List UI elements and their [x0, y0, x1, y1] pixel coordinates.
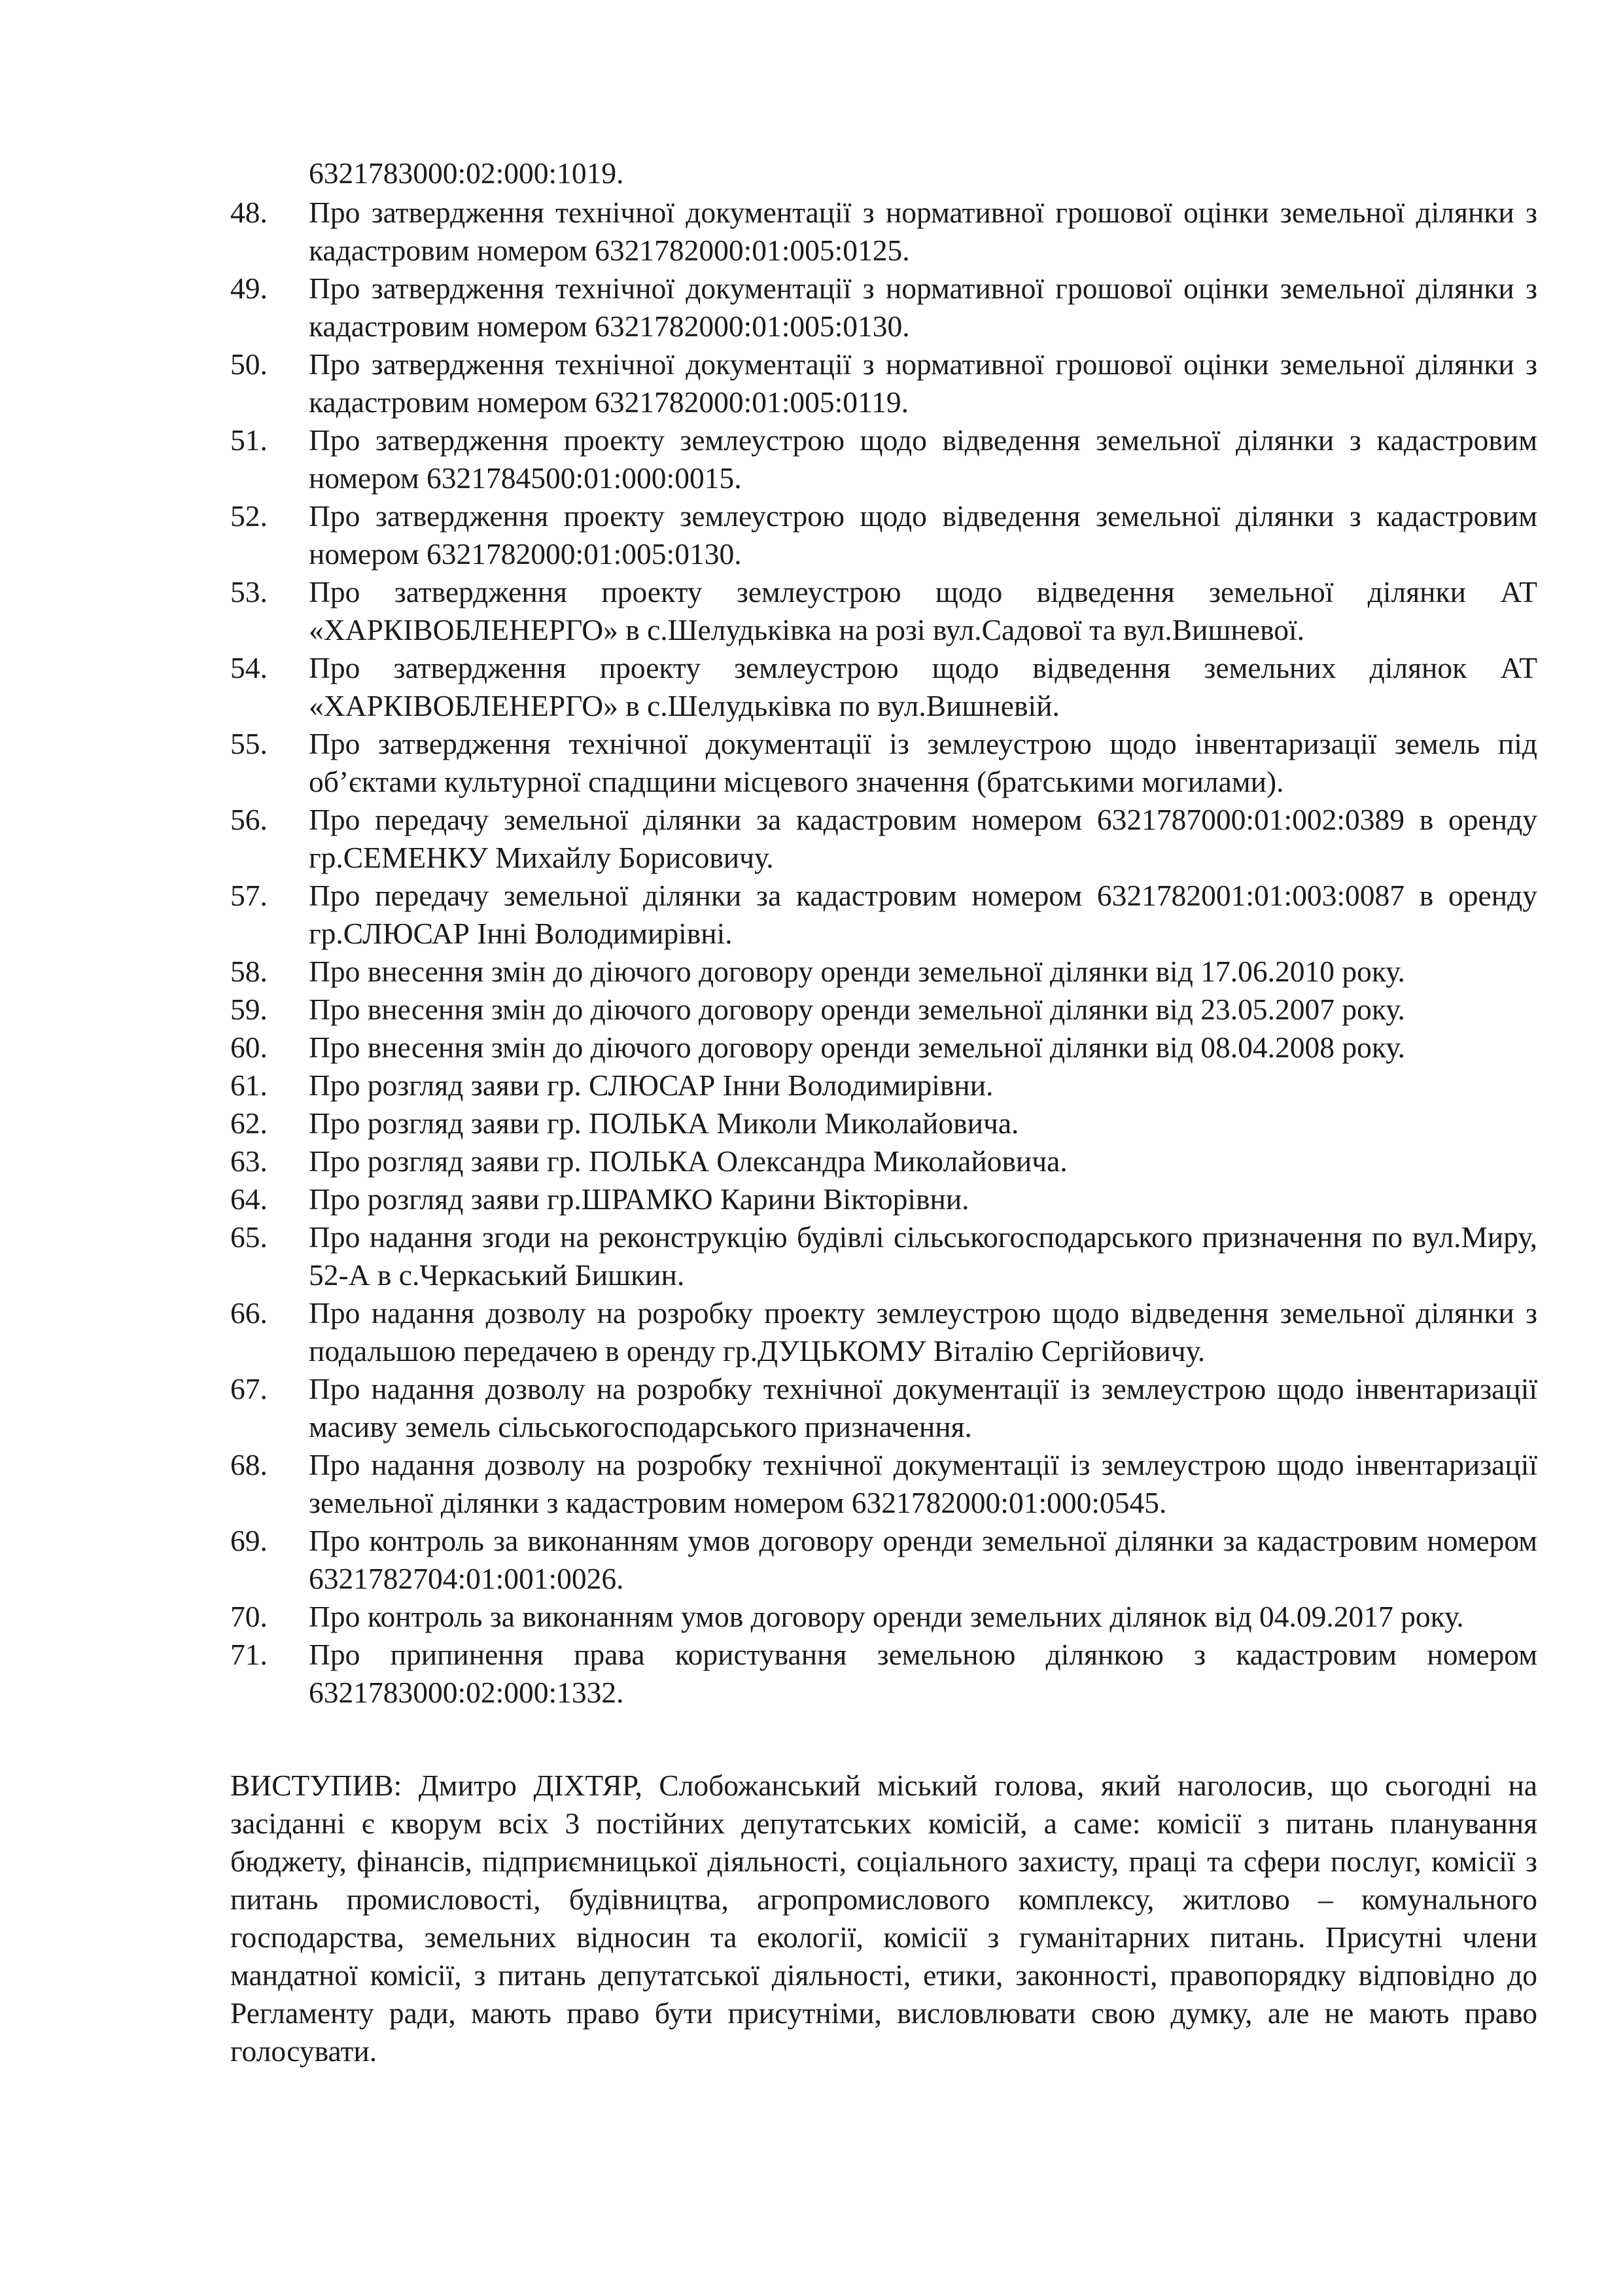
agenda-item [230, 1294, 1537, 1370]
agenda-item [230, 877, 1537, 953]
agenda-item [230, 1522, 1537, 1598]
agenda-item-text: Про затвердження проекту землеустрою щодо відведення земельної ділянки АТ «ХАРКІВОБЛЕНЕРГО» в с.Шелудьківка на розі вул.Садової та вул.Вишневої. [309, 575, 1537, 646]
agenda-item [230, 497, 1537, 573]
agenda-item-text: Про внесення змін до діючого договору оренди земельної ділянки від 17.06.2010 року. [309, 955, 1405, 988]
agenda-item-text: Про внесення змін до діючого договору оренди земельної ділянки від 08.04.2008 року. [309, 1031, 1405, 1064]
agenda-item-number: 61. [230, 1069, 268, 1102]
agenda-item-number: 67. [230, 1372, 268, 1405]
agenda-item-number: 60. [230, 1031, 268, 1064]
agenda-item [230, 573, 1537, 649]
agenda-item [230, 1370, 1537, 1446]
agenda-item-number: 64. [230, 1182, 268, 1216]
agenda-item [230, 1029, 1537, 1067]
agenda-item-number: 69. [230, 1524, 268, 1557]
agenda-item [230, 1446, 1537, 1522]
agenda-item-number: 57. [230, 879, 268, 912]
agenda-item-text: Про затвердження технічної документації з нормативної грошової оцінки земельної ділянки з кадастровим номером 6321782000:01:005:0125. [309, 196, 1537, 267]
agenda-item-continuation [230, 154, 1537, 192]
agenda-item-number: 50. [230, 347, 268, 381]
agenda-item-text: Про розгляд заяви гр. ПОЛЬКА Олександра Миколайовича. [309, 1144, 1068, 1178]
agenda-item [230, 1142, 1537, 1180]
agenda-item-number: 68. [230, 1448, 268, 1481]
agenda-item-text: Про затвердження технічної документації із землеустрою щодо інвентаризації земель під об’єктами культурної спадщини місцевого значення (братськими могилами). [309, 727, 1537, 798]
agenda-item [230, 345, 1537, 421]
agenda-item-number: 62. [230, 1106, 268, 1140]
agenda-list [230, 154, 1537, 1712]
agenda-item-text: Про затвердження проекту землеустрою щодо відведення земельних ділянок АТ «ХАРКІВОБЛЕНЕРГО» в с.Шелудьківка по вул.Вишневій. [309, 651, 1537, 722]
agenda-item-text: Про затвердження проекту землеустрою щодо відведення земельної ділянки з кадастровим номером 6321784500:01:000:0015. [309, 423, 1537, 495]
agenda-item [230, 1104, 1537, 1142]
agenda-item-number: 65. [230, 1220, 268, 1254]
agenda-item-text: Про розгляд заяви гр. СЛЮСАР Інни Володимирівни. [309, 1069, 994, 1102]
agenda-item-text: Про надання дозволу на розробку технічної документації із землеустрою щодо інвентаризації земельної ділянки з кадастровим номером 6321782000:01:000:0545. [309, 1448, 1537, 1519]
agenda-item-number: 48. [230, 196, 268, 229]
agenda-item-text: Про затвердження технічної документації з нормативної грошової оцінки земельної ділянки з кадастровим номером 6321782000:01:005:0119. [309, 347, 1537, 419]
agenda-item-text: Про надання згоди на реконструкцію будівлі сільськогосподарського призначення по вул.Миру, 52-А в с.Черкаський Бишкин. [309, 1220, 1537, 1292]
agenda-item-text: Про контроль за виконанням умов договору оренди земельних ділянок від 04.09.2017 року. [309, 1600, 1464, 1633]
agenda-item-number: 58. [230, 955, 268, 988]
agenda-item [230, 1067, 1537, 1104]
agenda-item-number: 49. [230, 272, 268, 305]
agenda-items [230, 194, 1537, 1712]
agenda-item-number: 71. [230, 1638, 268, 1671]
agenda-item-number: 55. [230, 727, 268, 760]
agenda-item [230, 991, 1537, 1029]
agenda-item [230, 801, 1537, 877]
agenda-item [230, 1218, 1537, 1294]
agenda-item-number: 66. [230, 1296, 268, 1330]
agenda-item-number: 54. [230, 651, 268, 684]
agenda-item-number: 56. [230, 803, 268, 836]
agenda-item-number: 51. [230, 423, 268, 457]
agenda-item-text: Про контроль за виконанням умов договору оренди земельної ділянки за кадастровим номером 6321782704:01:001:0026. [309, 1524, 1537, 1595]
agenda-item-text: Про затвердження технічної документації з нормативної грошової оцінки земельної ділянки з кадастровим номером 6321782000:01:005:0130. [309, 272, 1537, 343]
speech-paragraph: ВИСТУПИВ: Дмитро ДІХТЯР, Слобожанський міський голова, який наголосив, що сьогодні на засіданні є кворум всіх 3 постійних депутатських комісій, а саме: комісії з питань планування бюджету, фінансів, підприємницької діяльності, соціального захисту, праці та сфери послуг, комісії з питань промисловості, будівництва, агропромислового комплексу, житлово – комунального господарства, земельних відносин та екології, комісії з гуманітарних питань. Присутні члени мандатної комісії, з питань депутатської діяльності, етики, законності, правопорядку відповідно до Регламенту ради, мають право бути присутніми, висловлювати свою думку, але не мають право голосувати. [230, 1769, 1537, 2068]
agenda-item [230, 953, 1537, 991]
agenda-item-text: Про надання дозволу на розробку технічної документації із землеустрою щодо інвентаризації масиву земель сільськогосподарського призначення. [309, 1372, 1537, 1443]
agenda-item-number: 52. [230, 499, 268, 533]
agenda-item-text: Про припинення права користування земельною ділянкою з кадастровим номером 6321783000:02:000:1332. [309, 1638, 1537, 1709]
agenda-item-text: 6321783000:02:000:1019. [309, 156, 624, 190]
agenda-item [230, 725, 1537, 801]
agenda-item [230, 270, 1537, 345]
agenda-item-number: 70. [230, 1600, 268, 1633]
agenda-item-number: 63. [230, 1144, 268, 1178]
agenda-item-text: Про затвердження проекту землеустрою щодо відведення земельної ділянки з кадастровим номером 6321782000:01:005:0130. [309, 499, 1537, 571]
agenda-item-text: Про розгляд заяви гр. ПОЛЬКА Миколи Миколайовича. [309, 1106, 1019, 1140]
agenda-item [230, 194, 1537, 270]
agenda-item-text: Про передачу земельної ділянки за кадастровим номером 6321787000:01:002:0389 в оренду гр.СЕМЕНКУ Михайлу Борисовичу. [309, 803, 1537, 874]
agenda-item [230, 1180, 1537, 1218]
agenda-item [230, 649, 1537, 725]
agenda-item-number: 53. [230, 575, 268, 609]
agenda-item-text: Про надання дозволу на розробку проекту землеустрою щодо відведення земельної ділянки з подальшою передачею в оренду гр.ДУЦЬКОМУ Віталію Сергійовичу. [309, 1296, 1537, 1368]
agenda-item-text: Про внесення змін до діючого договору оренди земельної ділянки від 23.05.2007 року. [309, 993, 1405, 1026]
agenda-item-text: Про передачу земельної ділянки за кадастровим номером 6321782001:01:003:0087 в оренду гр.СЛЮСАР Інні Володимирівні. [309, 879, 1537, 950]
agenda-item [230, 1636, 1537, 1712]
agenda-item [230, 1598, 1537, 1636]
agenda-item [230, 421, 1537, 497]
agenda-item-number: 59. [230, 993, 268, 1026]
agenda-item-text: Про розгляд заяви гр.ШРАМКО Карини Вікторівни. [309, 1182, 969, 1216]
